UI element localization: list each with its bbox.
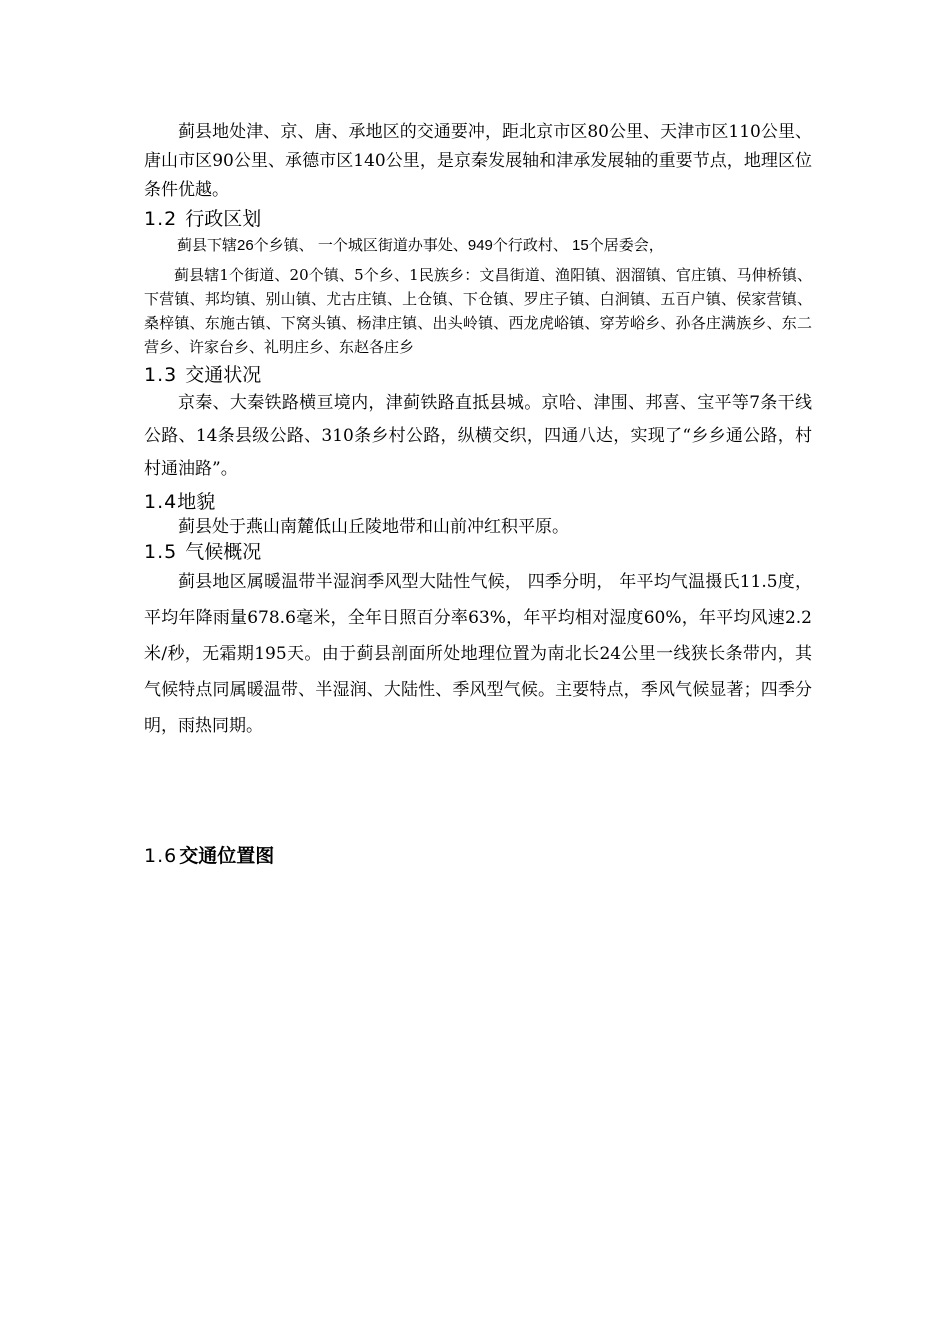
climate-paragraph: 蓟县地区属暖温带半湿润季风型大陆性气候， 四季分明， 年平均气温摄氏11.5度，平均年降雨量678.6毫米，全年日照百分率63%，年平均相对湿度60%，年平均风速2.2米/秒，无霜期195天。由于蓟县剖面所处地理位置为南北长24公里一线狭长条带内，其气候特点同属暖温带、半湿润、大陆性、季风型气候。主要特点，季风气候显著；四季分明，雨热同期。	[144, 572, 812, 736]
admin-detail-paragraph: 蓟县辖1个街道、20个镇、5个乡、1民族乡：文昌街道、渔阳镇、洇溜镇、官庄镇、马伸桥镇、下营镇、邦均镇、别山镇、尤古庄镇、上仓镇、下仓镇、罗庄子镇、白涧镇、五百户镇、侯家营镇、桑梓镇、东施古镇、下窝头镇、杨津庄镇、出头岭镇、西龙虎峪镇、穿芳峪乡、孙各庄满族乡、东二营乡、许家台乡、礼明庄乡、东赵各庄乡	[144, 266, 812, 356]
section-number: 1.5	[144, 541, 178, 563]
section-title: 气候概况	[185, 541, 262, 563]
section-heading-climate	[144, 540, 812, 564]
admin-summary-paragraph: 蓟县下辖26个乡镇、 一个城区街道办事处、949个行政村、 15个居委会，	[177, 237, 664, 254]
section-number: 1.4	[144, 491, 178, 513]
section-heading-terrain	[144, 490, 812, 514]
intro-paragraph: 蓟县地处津、京、唐、承地区的交通要冲，距北京市区80公里、天津市区110公里、唐山市区90公里、承德市区140公里，是京秦发展轴和津承发展轴的重要节点，地理区位条件优越。	[144, 122, 812, 200]
section-title: 地貌	[177, 491, 216, 513]
section-number: 1.2	[144, 208, 178, 230]
section-number: 1.3	[144, 364, 178, 386]
section-heading-admin	[144, 207, 812, 231]
document-body	[144, 118, 812, 868]
traffic-paragraph: 京秦、大秦铁路横亘境内，津蓟铁路直抵县城。京哈、津围、邦喜、宝平等7条干线公路、14条县级公路、310条乡村公路，纵横交织，四通八达，实现了“乡乡通公路，村村通油路”。	[144, 393, 812, 479]
section-heading-map	[144, 844, 812, 868]
section-number: 1.6	[144, 845, 178, 867]
section-title: 交通位置图	[179, 845, 275, 867]
section-title: 行政区划	[185, 208, 262, 230]
section-title: 交通状况	[185, 364, 262, 386]
terrain-paragraph: 蓟县处于燕山南麓低山丘陵地带和山前冲红积平原。	[178, 517, 569, 537]
section-heading-traffic	[144, 363, 812, 387]
